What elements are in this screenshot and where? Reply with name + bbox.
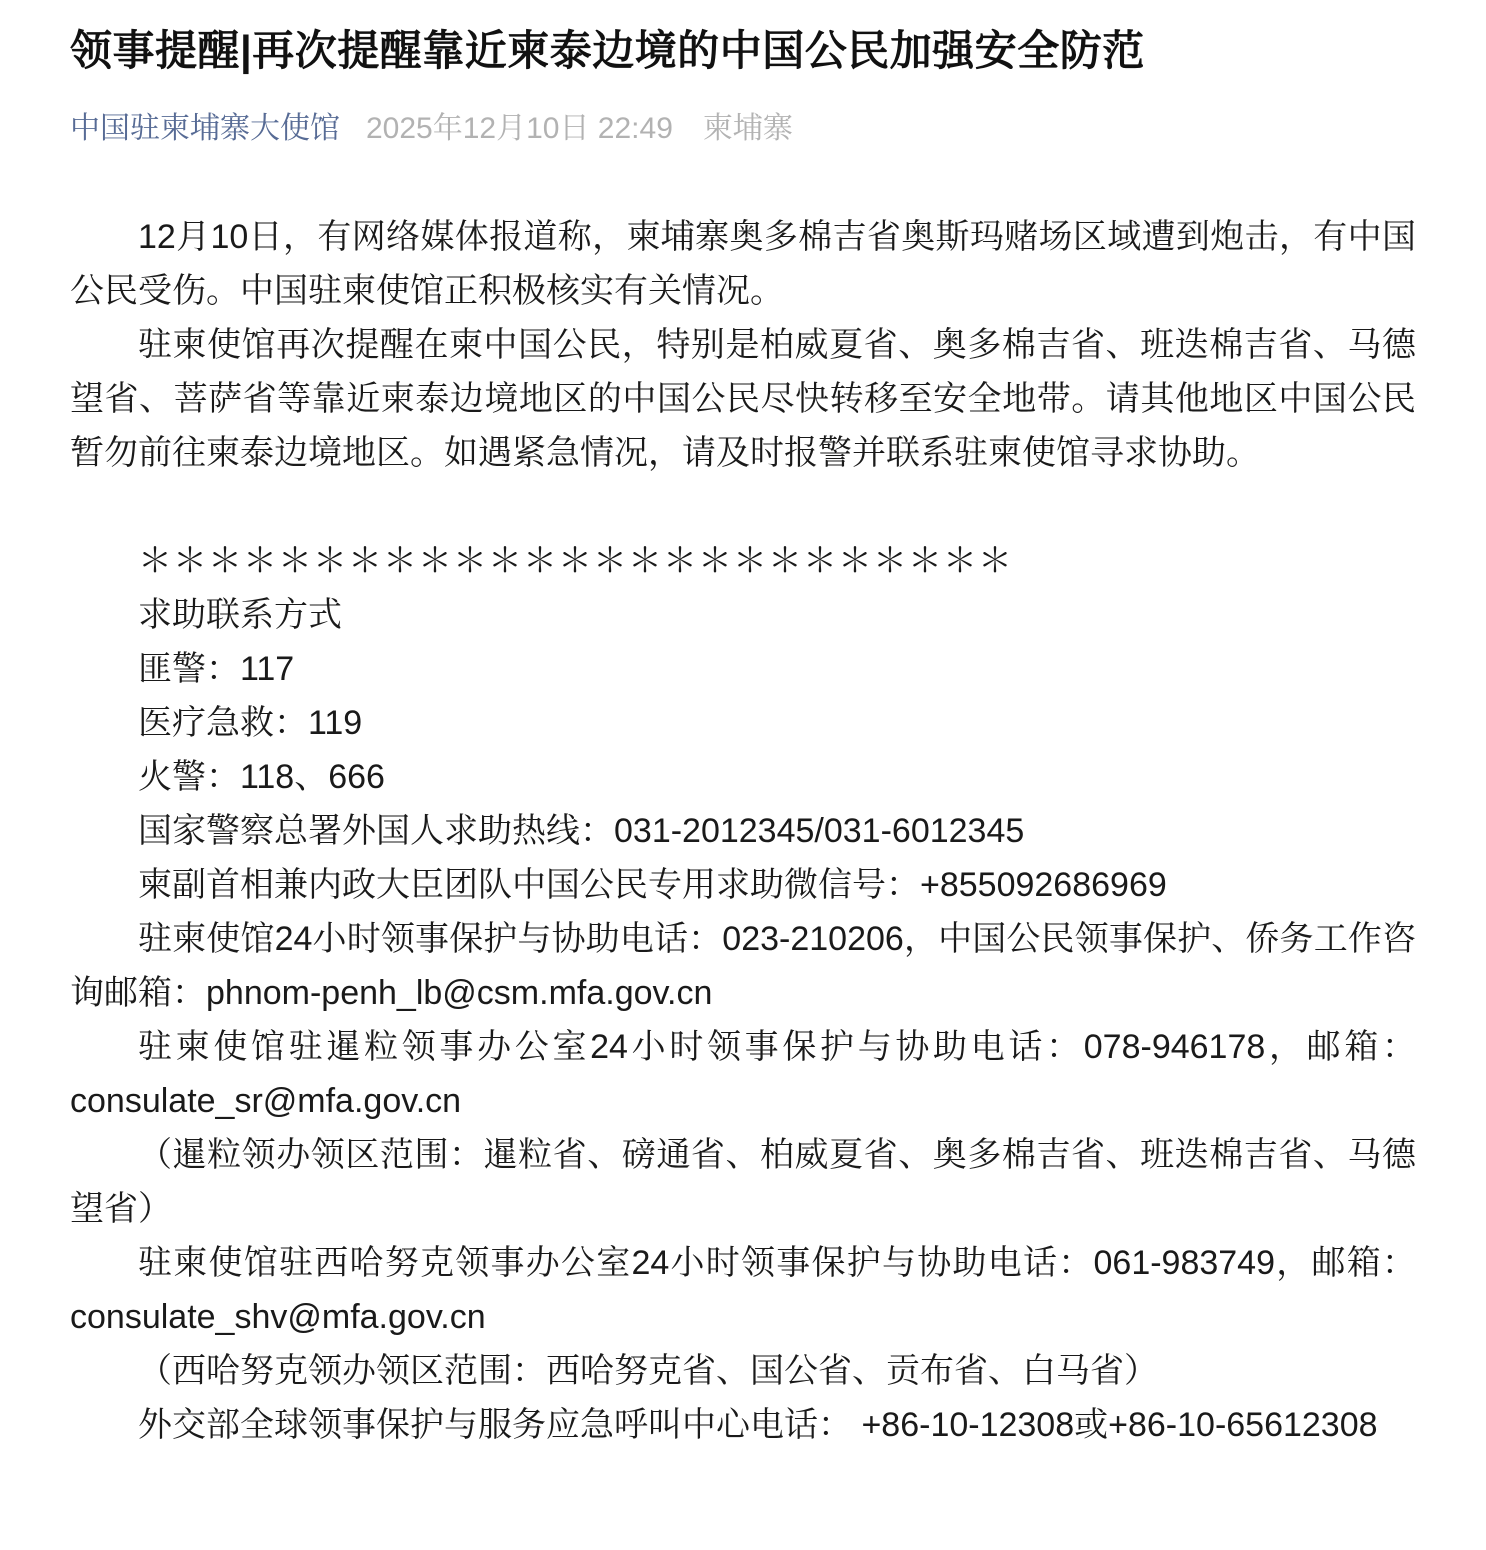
contact-fire: 火警：118、666 <box>138 758 385 796</box>
contact-embassy-24h: 驻柬使馆24小时领事保护与协助电话：023-210206，中国公民领事保护、侨务工作咨询邮箱：phnom-penh_lb@csm.mfa.gov.cn <box>70 920 1416 1012</box>
byline <box>70 110 1416 148</box>
blank-line <box>70 480 1416 534</box>
contact-sihanoukville-office: 驻柬使馆驻西哈努克领事办公室24小时领事保护与协助电话：061-983749，邮箱：consulate_shv@mfa.gov.cn <box>70 1244 1416 1336</box>
contact-medical: 医疗急救：119 <box>138 704 363 742</box>
contact-mfa-global-center: 外交部全球领事保护与服务应急呼叫中心电话： +86-10-12308或+86-10-65612308 <box>138 1406 1378 1444</box>
page-title: 领事提醒|再次提醒靠近柬泰边境的中国公民加强安全防范 <box>70 27 1145 74</box>
asterisk-separator: ＊＊＊＊＊＊＊＊＊＊＊＊＊＊＊＊＊＊＊＊＊＊＊＊＊ <box>138 542 1013 580</box>
contact-national-police-hotline: 国家警察总署外国人求助热线：031-2012345/031-6012345 <box>138 812 1025 850</box>
contact-siem-reap-jurisdiction: （暹粒领办领区范围：暹粒省、磅通省、柏威夏省、奥多棉吉省、班迭棉吉省、马德望省） <box>70 1136 1416 1228</box>
contact-police: 匪警：117 <box>138 650 295 688</box>
article-body <box>70 210 1416 1452</box>
location-label: 柬埔寨 <box>702 112 793 145</box>
paragraph-reminder: 驻柬使馆再次提醒在柬中国公民，特别是柏威夏省、奥多棉吉省、班迭棉吉省、马德望省、菩萨省等靠近柬泰边境地区的中国公民尽快转移至安全地带。请其他地区中国公民暂勿前往柬泰边境地区。如遇紧急情况，请及时报警并联系驻柬使馆寻求协助。 <box>70 326 1416 472</box>
publish-datetime: 2025年12月10日 22:49 <box>366 112 673 145</box>
contact-sihanoukville-jurisdiction: （西哈努克领办领区范围：西哈努克省、国公省、贡布省、白马省） <box>138 1352 1158 1390</box>
author-link[interactable]: 中国驻柬埔寨大使馆 <box>70 112 340 145</box>
contact-wechat-helpline: 柬副首相兼内政大臣团队中国公民专用求助微信号：+855092686969 <box>138 866 1167 904</box>
contact-section-heading: 求助联系方式 <box>138 596 342 634</box>
paragraph-incident: 12月10日，有网络媒体报道称，柬埔寨奥多棉吉省奥斯玛赌场区域遭到炮击，有中国公民受伤。中国驻柬使馆正积极核实有关情况。 <box>70 218 1416 310</box>
contact-siem-reap-office: 驻柬使馆驻暹粒领事办公室24小时领事保护与协助电话：078-946178，邮箱：consulate_sr@mfa.gov.cn <box>70 1028 1416 1120</box>
